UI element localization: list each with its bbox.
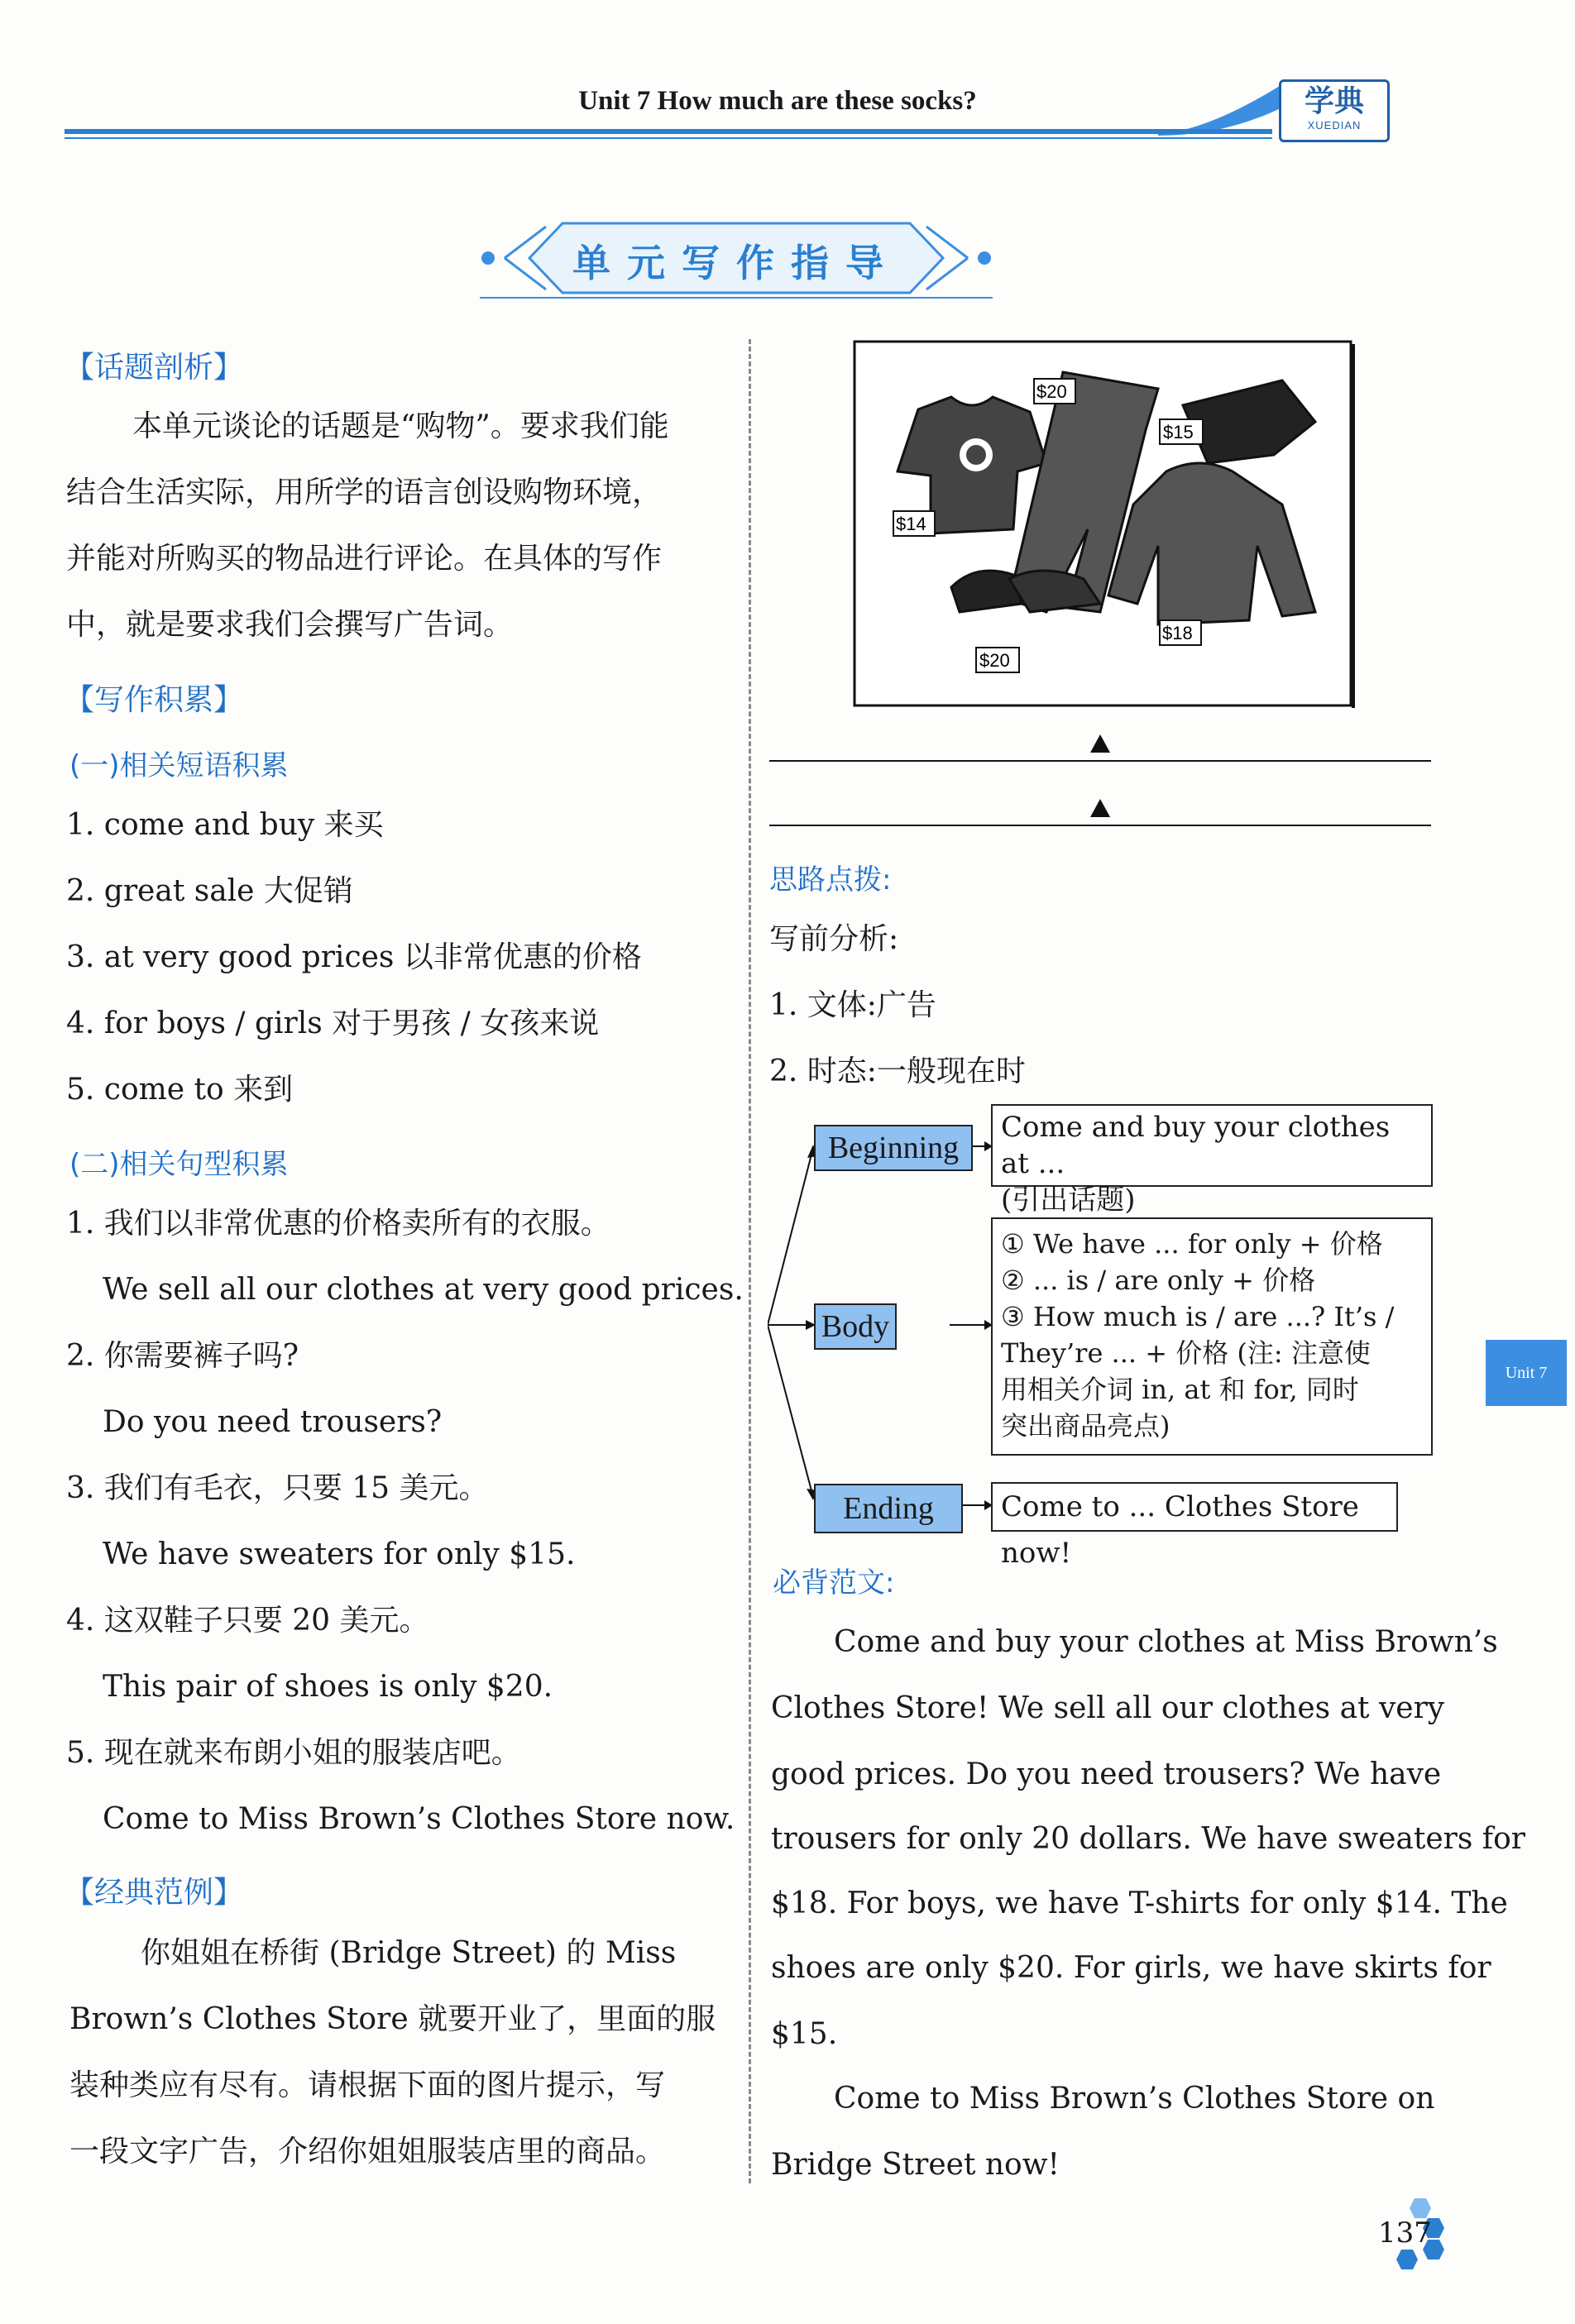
topic-tag: 【话题剖析】 [65, 351, 244, 385]
sentence-en: Do you need trousers? [103, 1405, 443, 1439]
ending-box: Come to ... Clothes Store now! [991, 1482, 1398, 1532]
clothes-picture [852, 339, 1360, 711]
header-rule [65, 129, 1272, 134]
pre-analysis: 写前分析: [769, 922, 899, 956]
model-line: trousers for only 20 dollars. We have sweaters for [771, 1822, 1525, 1856]
price-tag [1034, 379, 1075, 404]
svg-text:$14: $14 [896, 514, 926, 534]
model-title: 必背范文: [773, 1566, 895, 1600]
example-tag: 【经典范例】 [65, 1876, 244, 1910]
price-tag [893, 511, 935, 536]
sentence-cn: 2. 你需要裤子吗? [66, 1339, 299, 1373]
price-tag [1160, 419, 1203, 444]
phrase-item: 2. great sale 大促销 [66, 874, 353, 908]
example-line-4: 一段文字广告，介绍你姐姐服装店里的商品。 [69, 2135, 666, 2169]
body-box: ① We have ... for only + 价格 ② ... is / are only + 价格 ③ How much is / are ...? It’s / They’re ... + 价格 (注: 注意使 用相关介词 in, at 和 for, 同时 突出商品亮点) [991, 1217, 1433, 1456]
xuedian-logo: 学典 XUEDIAN [1279, 79, 1390, 142]
model-line: Clothes Store! We sell all our clothes at very [771, 1691, 1445, 1725]
sentence-en: We have sweaters for only $15. [103, 1537, 576, 1571]
sentence-en: This pair of shoes is only $20. [103, 1670, 553, 1704]
sentence-en: We sell all our clothes at very good prices. [103, 1273, 744, 1307]
thinking-title: 思路点拨: [769, 863, 892, 897]
price-tag [976, 648, 1019, 672]
model-line: good prices. Do you need trousers? We have [771, 1757, 1442, 1791]
topic-line-3: 并能对所购买的物品进行评论。在具体的写作 [66, 542, 663, 576]
model-line: Bridge Street now! [771, 2148, 1060, 2182]
phrases-title: (一)相关短语积累 [69, 749, 289, 782]
model-line: shoes are only $20. For girls, we have skirts for [771, 1951, 1491, 1985]
svg-text:$15: $15 [1163, 422, 1194, 442]
page-number: 137 [1378, 2216, 1432, 2250]
sentence-cn: 3. 我们有毛衣，只要 15 美元。 [66, 1471, 489, 1505]
example-line-2: Brown’s Clothes Store 就要开业了，里面的服 [69, 2002, 716, 2036]
diagram-ending: Ending [814, 1484, 963, 1533]
unit-side-tab: Unit 7 [1486, 1340, 1567, 1406]
accumulation-tag: 【写作积累】 [65, 683, 244, 717]
example-line-3: 装种类应有尽有。请根据下面的图片提示，写 [69, 2068, 666, 2102]
model-line: $15. [771, 2017, 838, 2051]
column-divider [749, 339, 751, 2183]
example-line-1: 你姐姐在桥街 (Bridge Street) 的 Miss [141, 1936, 677, 1970]
model-line: $18. For boys, we have T-shirts for only $14. The [771, 1886, 1508, 1920]
svg-text:$18: $18 [1162, 623, 1193, 643]
tense: 2. 时态:一般现在时 [769, 1054, 1026, 1088]
model-line: Come to Miss Brown’s Clothes Store on [834, 2082, 1435, 2116]
answer-lines [769, 728, 1431, 835]
genre: 1. 文体:广告 [769, 988, 936, 1022]
diagram-beginning: Beginning [814, 1125, 973, 1171]
price-tag [1160, 620, 1201, 645]
beginning-box: Come and buy your clothes at ... (引出话题) [991, 1104, 1433, 1187]
phrase-item: 1. come and buy 来买 [66, 808, 384, 842]
sentence-cn: 1. 我们以非常优惠的价格卖所有的衣服。 [66, 1207, 610, 1241]
header-rule-thin [65, 137, 1272, 139]
banner-title: 单元写作指导 [572, 241, 900, 285]
sentence-cn: 4. 这双鞋子只要 20 美元。 [66, 1604, 429, 1638]
phrase-item: 4. for boys / girls 对于男孩 / 女孩来说 [66, 1007, 600, 1040]
shoes-icon [951, 571, 1100, 612]
sentence-en: Come to Miss Brown’s Clothes Store now. [103, 1802, 735, 1836]
phrase-item: 3. at very good prices 以非常优惠的价格 [66, 940, 642, 974]
header-title: Unit 7 How much are these socks? [578, 86, 977, 116]
svg-text:$20: $20 [1036, 381, 1067, 402]
svg-text:$20: $20 [979, 650, 1010, 671]
phrase-item: 5. come to 来到 [66, 1073, 294, 1107]
topic-line-4: 中，就是要求我们会撰写广告词。 [66, 608, 514, 642]
sentence-cn: 5. 现在就来布朗小姐的服装店吧。 [66, 1736, 521, 1770]
model-line: Come and buy your clothes at Miss Brown’s [834, 1625, 1498, 1659]
topic-line-1: 本单元谈论的话题是“购物”。要求我们能 [132, 409, 669, 443]
diagram-body: Body [814, 1303, 897, 1350]
sentences-title: (二)相关句型积累 [69, 1148, 289, 1181]
topic-line-2: 结合生活实际，用所学的语言创设购物环境， [66, 476, 663, 509]
